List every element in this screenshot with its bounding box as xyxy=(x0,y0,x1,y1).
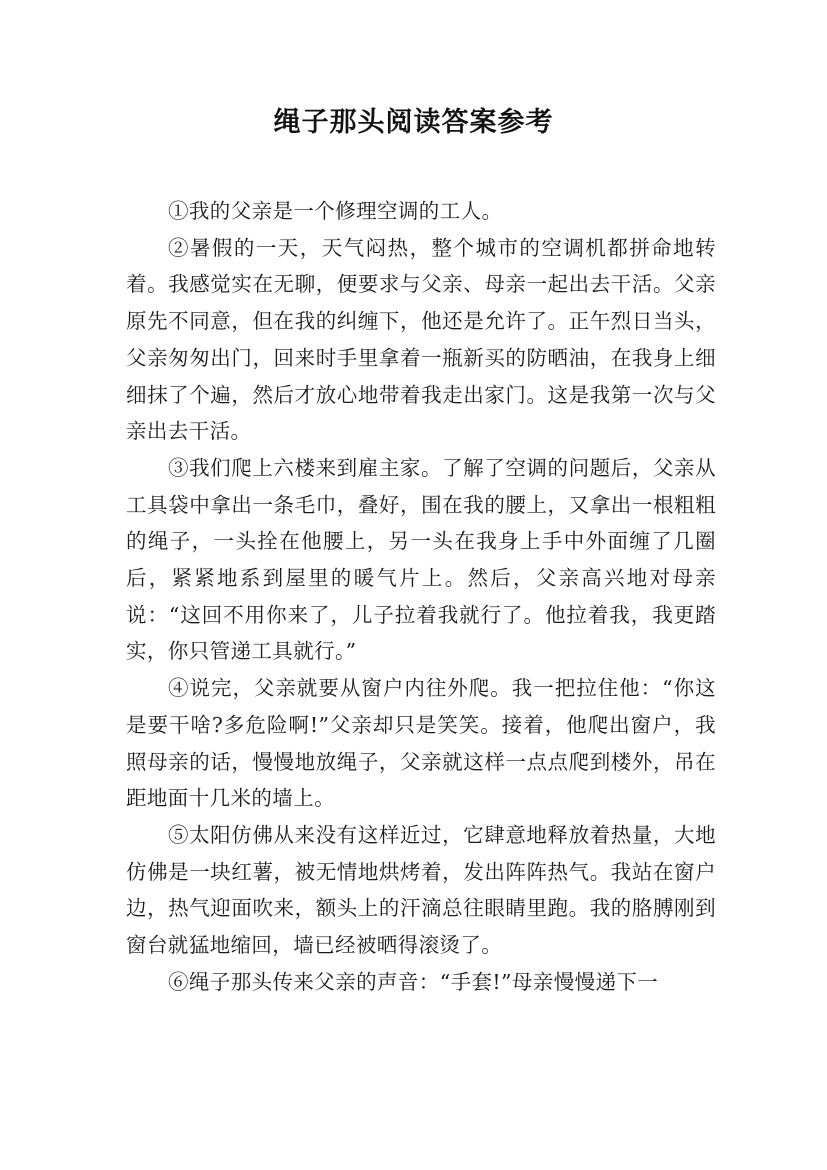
paragraph-1: ①我的父亲是一个修理空调的工人。 xyxy=(168,199,503,223)
paragraph-4: ④说完，父亲就要从窗户内往外爬。我一把拉住他：“你这是要干啥?多危险啊!”父亲却只是笑笑。接着，他爬出窗户，我照母亲的话，慢慢地放绳子，父亲就这样一点点爬到楼外，吊在距地面十几米的墙上。 xyxy=(126,676,716,811)
paragraph-6: ⑥绳子那头传来父亲的声音：“手套!”母亲慢慢递下一 xyxy=(168,969,659,994)
paragraph-3: ③我们爬上六楼来到雇主家。了解了空调的问题后，父亲从工具袋中拿出一条毛巾，叠好，围在我的腰上，又拿出一根粗粗的绳子，一头拴在他腰上，另一头在我身上手中外面缠了几圈后，紧紧地系到屋里的暖气片上。然后，父亲高兴地对母亲说：“这回不用你来了，儿子拉着我就行了。他拉着我，我更踏实，你只管递工具就行。” xyxy=(126,455,716,664)
page-title: 绳子那头阅读答案参考 xyxy=(273,107,554,138)
paragraph-2: ②暑假的一天，天气闷热，整个城市的空调机都拼命地转着。我感觉实在无聊，便要求与父亲、母亲一起出去干活。父亲原先不同意，但在我的纠缠下，他还是允许了。正午烈日当头，父亲匆匆出门，回来时手里拿着一瓶新买的防晒油，在我身上细细抹了个遍，然后才放心地带着我走出家门。这是我第一次与父亲出去干活。 xyxy=(126,235,716,444)
paragraph-5: ⑤太阳仿佛从来没有这样近过，它肆意地释放着热量，大地仿佛是一块红薯，被无情地烘烤着，发出阵阵热气。我站在窗户边，热气迎面吹来，额头上的汗滴总往眼睛里跑。我的胳膊刚到窗台就猛地缩回，墙已经被晒得滚烫了。 xyxy=(126,822,716,958)
article-body xyxy=(126,193,716,1000)
